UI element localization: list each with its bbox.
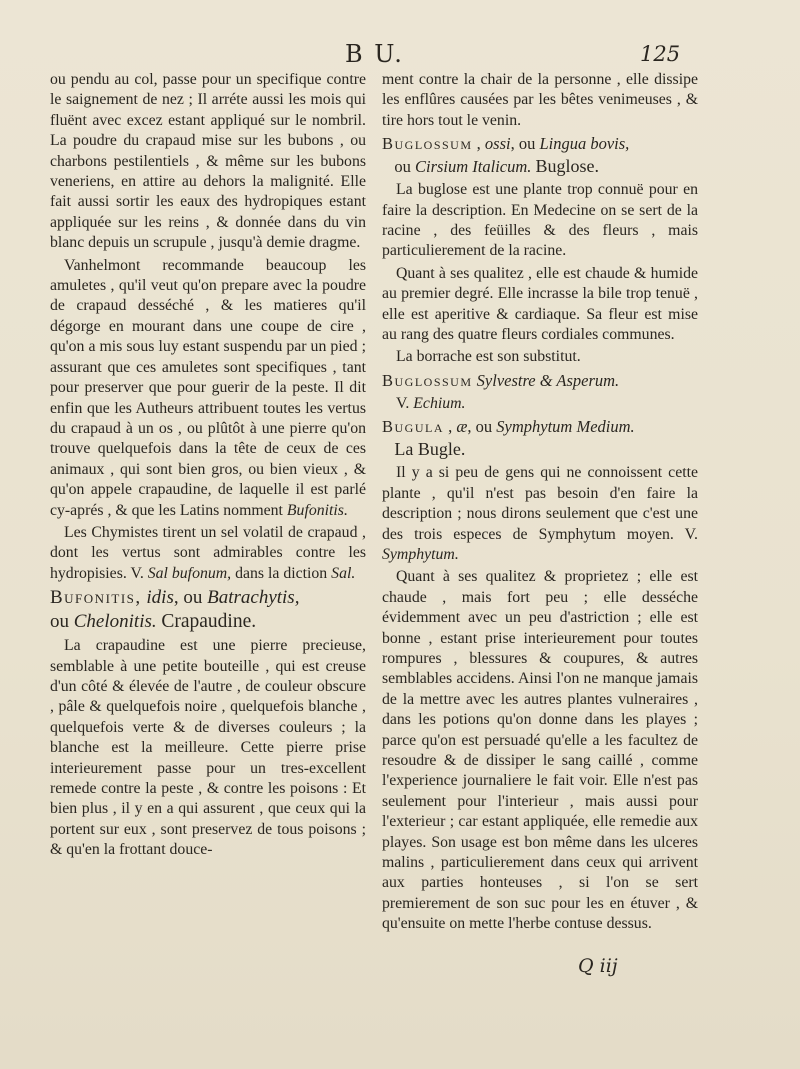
paragraph: Il y a si peu de gens qui ne connoissent cette plante , qu'il n'est pas besoin d'en faire la description ; nous dirons seulement que c'est une des trois especes de Symphytum moyen. V. Symphytum. [382,464,698,563]
paragraph: Les Chymistes tirent un sel volatil de crapaud , dont les vertus sont admirables contre les hydropisies. V. Sal bufonum, dans la diction Sal. [50,523,366,582]
paragraph: La buglose est une plante trop connuë pour en faire la description. En Medecine on se sert de la racine , des feüilles & des fleurs , mais particulierement de la racine. [382,181,698,260]
paragraph: La crapaudine est une pierre precieuse, semblable à une petite bouteille , qui est creuse d'un côté & élevée de l'autre , de couleur obscure , pâle & quelquefois noire , quelquefois blanche , quelquefois verte & de diverses couleurs ; la blanche est la meilleure. Cette pierre prise interieurement passe pour un tres-excellent remede contre la peste , & contre les poisons : Et bien plus , il y en a qui assurent , que ceux qui la portent sur eux , sont preservez de tous poisons ; & qu'en la frottant douce- [50,637,366,859]
paragraph: ou pendu au col, passe pour un specifique contre le saignement de nez ; Il arréte aussi les mois qui fluënt avec excez estant appliqué sur le nombril. La poudre du crapaud mise sur les bubons , ou charbons pestilentiels , & même sur les bubons veneriens, en attire au dehors la malignité. Elle fait aussi sortir les eaux des hydropiques estant appliquée sur les reins , & donnée dans du vin blanc depuis un scrupule , jusqu'à demie dragme. [50,71,366,252]
cross-reference: Symphytum. [382,545,459,563]
signature-mark: Q iij [578,955,618,977]
entry-heading-buglossum: Buglossum , ossi, ou Lingua bovis, ou Cirsium Italicum. Buglose. [382,134,630,177]
paragraph: Vanhelmont recommande beaucoup les amuletes , qu'il veut qu'on prepare avec la poudre de crapaud desséché , & les matieres qu'il dégorge en mourant dans une coupe de cire , qu'on a mis sous luy estant suspendu par un pied ; assurant que ces amuletes sont specifiques , tant pour preserver que pour guerir de la peste. Il dit enfin que les Autheurs attribuent toutes les vertus du crapaud à un os , ou plûtôt à une pierre qu'on trouve quelquefois dans la tête de ceux de ces animaux , qui sont bien gros, ou bien vieux , & qu'on appele crapaudine, de laquelle il est parlé cy-aprés , & que les Latins nomment Bufonitis. [50,256,366,519]
cross-reference-line: V. Echium. [396,394,466,412]
entry-heading-bufonitis: Bufonitis, idis, ou Batrachytis, ou Chelonitis. Crapaudine. [50,587,300,633]
running-head: B U. [345,40,404,68]
latin-term: Bufonitis. [286,501,348,519]
left-column [50,70,366,861]
page-number: 125 [640,42,681,66]
paragraph: Quant à ses qualitez , elle est chaude & humide au premier degré. Elle incrasse la bile trop tenuë , elle est aperitive & cardiaque. Sa fleur est mise au rang des quatre fleurs cordiales communes. [382,264,698,344]
paragraph: La borrache est son substitut. [396,348,581,366]
entry-heading-bugula: Bugula , æ, ou Symphytum Medium. La Bugle. [382,417,635,460]
cross-reference: Sal. [331,564,356,582]
paragraph: ment contre la chair de la personne , elle dissipe les enflûres causées par les bêtes venimeuses , & tire hors tout le venin. [382,71,698,129]
cross-reference: Sal bufonum, [147,564,232,582]
entry-heading-buglossum-sylvestre: Buglossum Sylvestre & Asperum. [382,370,620,390]
right-column [382,70,698,935]
paragraph: Quant à ses qualitez & proprietez ; elle est chaude , mais fort peu ; elle desséche évidemment avec un peu d'astriction ; elle est bonne , estant prise interieurement pour toutes rompures , blessures & coupures, & autres semblables accidens. Ainsi l'on ne manque jamais de la mettre avec les autres plantes vulneraires , dans les potions qu'on donne dans les playes ; parce qu'on est persuadé qu'elle a les facultez de resoudre & de dissiper le sang caillé , comme l'experience journaliere le fait voir. Elle n'est pas seulement pour l'interieur , mais aussi pour l'exterieur ; car estant appliquée, elle remedie aux playes. Son usage est bon même dans les ulceres malins , particulierement dans ceux qui arrivent aux parties honteuses , si l'on se sert premierement de son suc pour les en étuver , & qu'ensuite on mette l'herbe contuse dessus. [382,568,698,933]
